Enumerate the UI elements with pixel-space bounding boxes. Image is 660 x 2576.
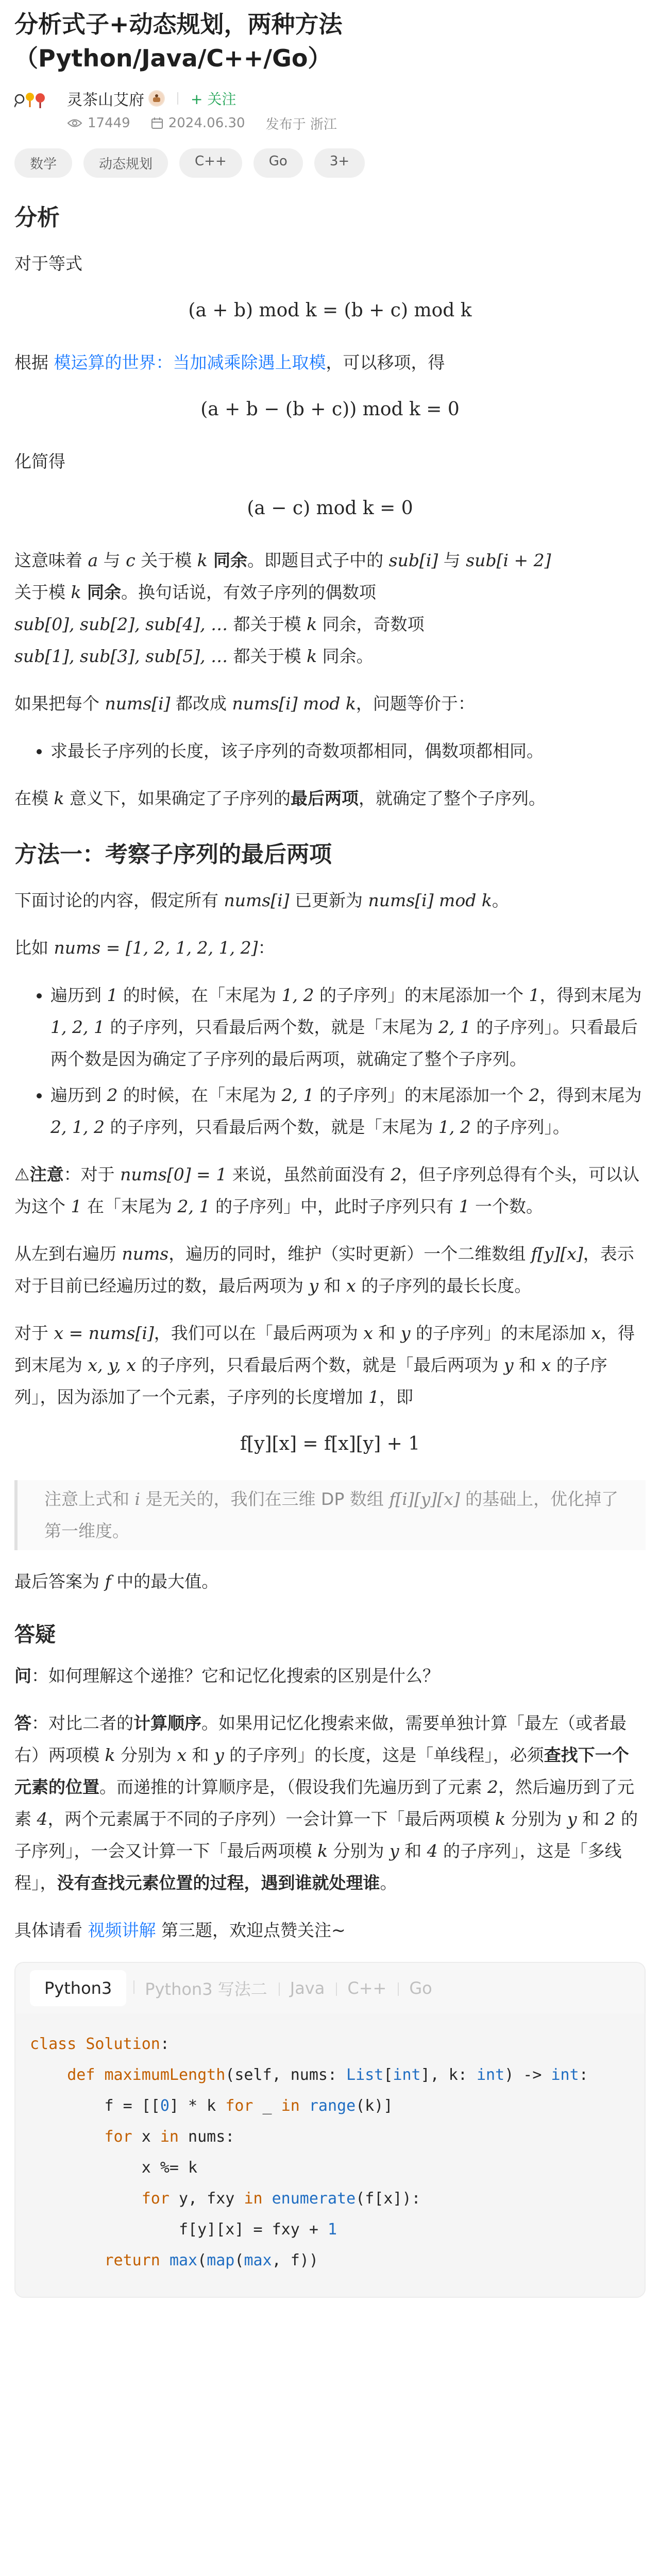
answer: 答：对比二者的计算顺序。如果用记忆化搜索来做，需要单独计算「最左（或者最右）两项模 k 分别为 x 和 y 的子序列」的长度，这是「单线程」，必须查找下一个元素的位置。而递推的计算顺序是，（假设我们先遍历到了元素 2，然后遍历到了元素 4，两个元素属于不同的子序列）一会计算一下「最后两项模 k 分别为 y 和 2 的子序列」，一会又计算一下「最后两项模 k 分别为 y 和 4 的子序列」，这是「多线程」，没有查找元素位置的过程，遇到谁就处理谁。 bbox=[14, 1713, 638, 1893]
paragraph: 对于 x = nums[i]，我们可以在「最后两项为 x 和 y 的子序列」的末尾添加 x，得到末尾为 x, y, x 的子序列，只看最后两个数，就是「最后两项为 y 和 x 的子序列」，因为添加了一个元素，子序列的长度增加 1，即 bbox=[14, 1323, 635, 1407]
bullet-list bbox=[14, 735, 646, 767]
code-line: for x in nums: bbox=[104, 2128, 235, 2146]
code-content bbox=[15, 2013, 645, 2297]
equation: (a + b) mod k = (b + c) mod k bbox=[188, 300, 472, 321]
tab-go[interactable]: Go bbox=[398, 1978, 443, 1998]
author-row bbox=[14, 86, 646, 111]
paragraph: 从左到右遍历 nums，遍历的同时，维护（实时更新）一个二维数组 f[y][x]，表示对于目前已经遍历过的数，最后两项为 y 和 x 的子序列的最长长度。 bbox=[14, 1244, 634, 1296]
paragraph: 下面讨论的内容，假定所有 nums[i] 已更新为 nums[i] mod k。 bbox=[14, 890, 509, 910]
meta-row bbox=[67, 111, 646, 135]
paragraph: 具体请看 视频讲解 第三题，欢迎点赞关注~ bbox=[14, 1920, 346, 1940]
code-line: f[y][x] = fxy + 1 bbox=[30, 2221, 337, 2239]
views-text: 17449 bbox=[88, 115, 130, 131]
video-link[interactable]: 视频讲解 bbox=[88, 1920, 156, 1940]
tag-go[interactable]: Go bbox=[253, 148, 303, 178]
qa-heading: 答疑 bbox=[14, 1623, 56, 1647]
code-line: def maximumLength(self, nums: List[int], k: int) -> int: bbox=[67, 2066, 588, 2084]
paragraph: 最后答案为 f 中的最大值。 bbox=[14, 1571, 219, 1591]
tab-cpp[interactable]: C++ bbox=[336, 1978, 398, 1998]
code-line: x %= k bbox=[30, 2159, 198, 2177]
tag-dp[interactable]: 动态规划 bbox=[83, 148, 168, 178]
equation: f[y][x] = f[x][y] + 1 bbox=[240, 1433, 420, 1454]
tab-python3-alt[interactable]: Python3 写法二 bbox=[133, 1976, 278, 2000]
paragraph: 比如 nums = [1, 2, 1, 2, 1, 2]： bbox=[14, 938, 275, 958]
code-tabs bbox=[15, 1963, 645, 2013]
paragraph: 在模 k 意义下，如果确定了子序列的最后两项，就确定了整个子序列。 bbox=[14, 788, 546, 808]
tab-python3[interactable]: Python3 bbox=[30, 1970, 126, 2006]
code-line: f = [[0] * k for _ in range(k)] bbox=[30, 2097, 393, 2115]
equation: (a + b − (b + c)) mod k = 0 bbox=[200, 399, 460, 420]
code-line: class Solution: bbox=[30, 2035, 170, 2053]
analysis-heading: 分析 bbox=[14, 205, 60, 231]
paragraph: 根据 模运算的世界：当加减乘除遇上取模，可以移项，得 bbox=[14, 352, 445, 372]
avatar[interactable] bbox=[14, 88, 50, 109]
mod-article-link[interactable]: 模运算的世界：当加减乘除遇上取模 bbox=[54, 352, 326, 372]
divider bbox=[177, 92, 178, 105]
list-item: • 求最长子序列的长度，该子序列的奇数项都相同，偶数项都相同。 bbox=[50, 735, 646, 767]
code-block bbox=[14, 1962, 646, 2298]
calendar-icon bbox=[151, 117, 163, 129]
view-count bbox=[67, 115, 130, 131]
paragraph: 如果把每个 nums[i] 都改成 nums[i] mod k，问题等价于： bbox=[14, 693, 475, 714]
follow-button[interactable]: + 关注 bbox=[191, 91, 236, 108]
publish-date bbox=[151, 115, 245, 131]
tag-list bbox=[14, 148, 646, 178]
title-line-1: 分析式子+动态规划，两种方法 bbox=[14, 10, 343, 38]
note-paragraph: ⚠注意：对于 nums[0] = 1 来说，虽然前面没有 2，但子序列总得有个头，可以认为这个 1 在「末尾为 2, 1 的子序列」中，此时子序列只有 1 一个数。 bbox=[14, 1164, 640, 1216]
paragraph: 这意味着 a 与 c 关于模 k 同余。即题目式子中的 sub[i] 与 sub[i + 2] 关于模 k 同余。换句话说，有效子序列的偶数项 sub[0], sub[2], sub[4], … 都关于模 k 同余，奇数项 sub[1], sub[3], sub[5], … 都关于模 k 同余。 bbox=[14, 550, 551, 666]
warning-icon: ⚠ bbox=[14, 1164, 30, 1184]
date-text: 2024.06.30 bbox=[168, 115, 245, 131]
list-item: • 遍历到 1 的时候，在「末尾为 1, 2 的子序列」的末尾添加一个 1，得到末尾为 1, 2, 1 的子序列，只看最后两个数，就是「末尾为 2, 1 的子序列」。只看最后两个数是因为确定了子序列的最后两项，就确定了整个子序列。 bbox=[50, 979, 646, 1075]
tag-math[interactable]: 数学 bbox=[14, 148, 72, 178]
code-line: return max(map(max, f)) bbox=[104, 2251, 318, 2269]
paragraph: 对于等式 bbox=[14, 253, 82, 274]
quote-block: 注意上式和 i 是无关的，我们在三维 DP 数组 f[i][y][x] 的基础上，优化掉了第一维度。 bbox=[14, 1480, 646, 1550]
equation: (a − c) mod k = 0 bbox=[247, 498, 413, 519]
author-name[interactable]: 灵茶山艾府 bbox=[67, 91, 144, 109]
eye-icon bbox=[67, 117, 82, 129]
title-line-2: （Python/Java/C++/Go） bbox=[14, 44, 332, 72]
bullet-list bbox=[14, 979, 646, 1143]
method1-heading: 方法一：考察子序列的最后两项 bbox=[14, 841, 332, 868]
tab-java[interactable]: Java bbox=[279, 1978, 336, 1998]
article bbox=[14, 0, 646, 2298]
tea-badge-icon bbox=[148, 90, 165, 107]
tag-cpp[interactable]: C++ bbox=[179, 148, 242, 178]
tag-more[interactable]: 3+ bbox=[314, 148, 365, 178]
location: 发布于 浙江 bbox=[265, 116, 337, 132]
code-line: for y, fxy in enumerate(f[x]): bbox=[141, 2190, 421, 2208]
question: 问：如何理解这个递推？它和记忆化搜索的区别是什么？ bbox=[14, 1666, 439, 1686]
list-item: • 遍历到 2 的时候，在「末尾为 2, 1 的子序列」的末尾添加一个 2，得到末尾为 2, 1, 2 的子序列，只看最后两个数，就是「末尾为 1, 2 的子序列」。 bbox=[50, 1079, 646, 1143]
page-title bbox=[14, 7, 646, 75]
paragraph: 化简得 bbox=[14, 451, 65, 471]
